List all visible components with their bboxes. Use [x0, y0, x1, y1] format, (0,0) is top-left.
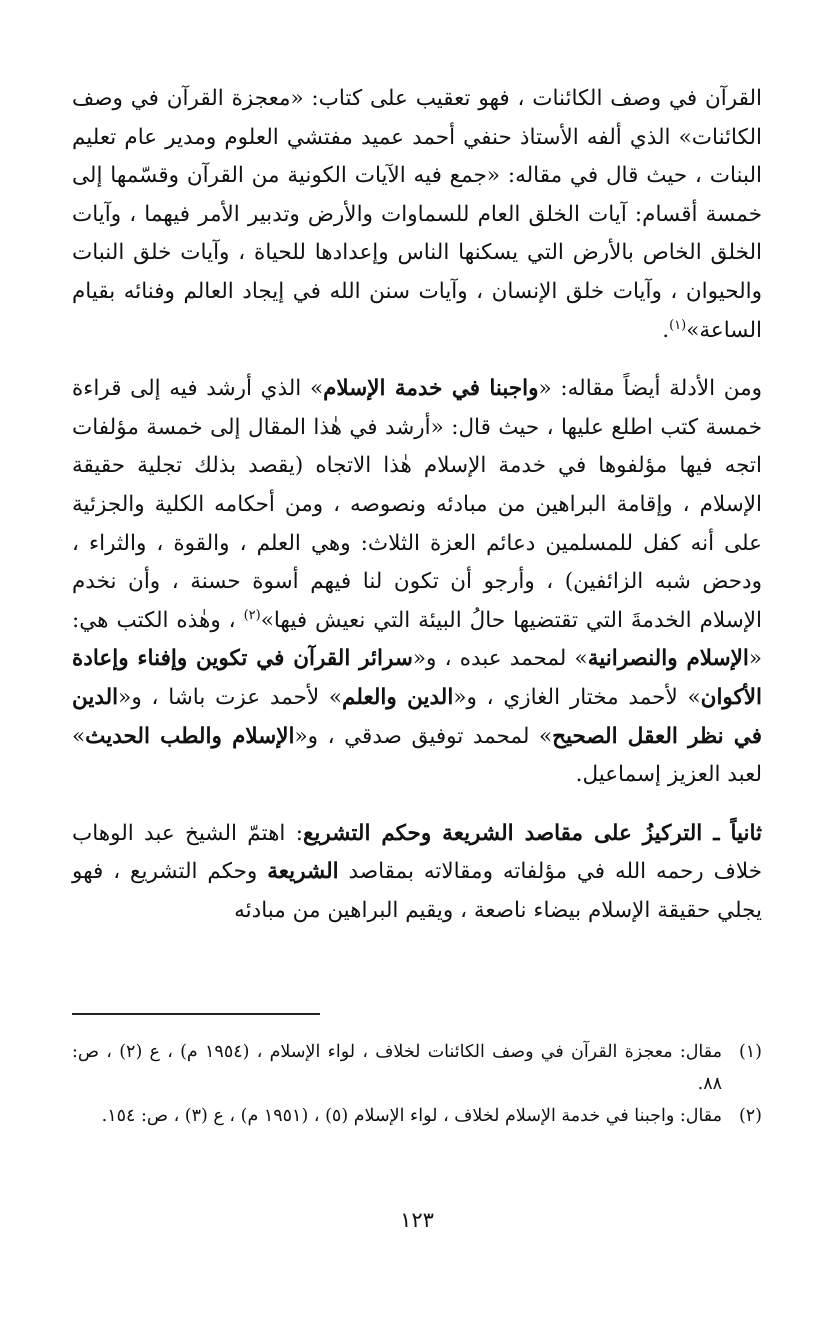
text-run: » لمحمد توفيق صدقي ، و« [294, 723, 553, 749]
bold-text: الشريعة [267, 859, 339, 885]
bold-text: الدين والعلم [342, 684, 454, 710]
bold-text: الإسلام والطب الحديث [85, 723, 295, 749]
footnote-marker: (٢) [243, 607, 261, 623]
body-text [72, 80, 762, 930]
text-run: ومن الأدلة أيضاً مقاله: « [538, 376, 763, 402]
text-run: القرآن في وصف الكائنات ، فهو تعقيب على كتاب: «معجزة القرآن في وصف الكائنات» الذي ألفه الأستاذ حنفي أحمد عميد مفتشي العلوم ومدير عام تعليم البنات ، حيث قال في مقاله: «جمع فيه الآيات الكونية من القرآن وقسّمها إلى خمسة أقسام: آيات الخلق العام للسماوات والأرض وتدبير الأمر فيهما ، وآيات الخلق الخاص بالأرض التي يسكنها الناس وإعدادها للحياة ، وآيات خلق النبات والحيوان ، وآيات خلق الإنسان ، وآيات سنن الله في إيجاد العالم وفنائه بقيام الساعة» [72, 86, 762, 343]
text-run: » الذي أرشد فيه إلى قراءة خمسة كتب اطلع عليها ، حيث قال: «أرشد في هٰذا المقال إلى خمسة مؤلفات اتجه فيها مؤلفوها في خدمة الإسلام هٰذا الاتجاه (يقصد بذلك تجلية حقيقة الإسلام ، وإقامة البراهين من مبادئه ونصوصه ، ومن أحكامه الكلية والجزئية على أنه كفل للمسلمين دعائم العزة الثلاث: وهي العلم ، والقوة ، والثراء ، ودحض شبه الزائفين) ، وأرجو أن تكون لنا فيهم أسوة حسنة ، وأن نخدم الإسلام الخدمةَ التي تقتضيها حالُ البيئة التي نعيش فيها» [72, 376, 762, 633]
paragraph [72, 815, 762, 931]
footnote [72, 1036, 762, 1100]
bold-text: سرائر القرآن في تكوين وإفناء وإعادة الأكوان [72, 646, 762, 710]
bold-text: الإسلام والنصرانية [587, 646, 749, 672]
text-run: ، وهٰذه الكتب هي: « [72, 607, 762, 672]
bold-text: واجبنا في خدمة الإسلام [323, 376, 539, 402]
text-run: . [662, 317, 670, 343]
footnote [72, 1100, 762, 1132]
text-run: » لعبد العزيز إسماعيل. [72, 723, 762, 788]
footnote-marker: (١) [669, 317, 687, 333]
footnote-separator [72, 1013, 320, 1015]
text-run: » لمحمد عبده ، و« [412, 646, 588, 672]
paragraph [72, 80, 762, 350]
footnote-number: (٢) [738, 1106, 762, 1126]
footnote-text: مقال: واجبنا في خدمة الإسلام لخلاف ، لواء الإسلام (٥) ، (١٩٥١ م) ، ع (٣) ، ص: ١٥٤. [101, 1106, 722, 1126]
footnotes [72, 1036, 762, 1132]
bold-text: ثانياً ـ التركيزُ على مقاصد الشريعة وحكم التشريع [302, 820, 762, 846]
text-run: » لأحمد عزت باشا ، و« [118, 684, 343, 710]
bold-text: الدين في نظر العقل الصحيح [72, 684, 762, 749]
text-run: : اهتمّ الشيخ عبد الوهاب خلاف رحمه الله في مؤلفاته ومقالاته بمقاصد [72, 820, 762, 885]
footnote-text: مقال: معجزة القرآن في وصف الكائنات لخلاف ، لواء الإسلام ، (١٩٥٤ م) ، ع (٢) ، ص: ٨٨. [72, 1042, 722, 1094]
page-number: ١٢٣ [400, 1208, 434, 1232]
text-run: » لأحمد مختار الغازي ، و« [453, 684, 701, 710]
text-run: وحكم التشريع ، فهو يجلي حقيقة الإسلام بيضاء ناصعة ، ويقيم البراهين من مبادئه [72, 859, 762, 923]
paragraph [72, 370, 762, 795]
footnote-number: (١) [738, 1042, 762, 1062]
